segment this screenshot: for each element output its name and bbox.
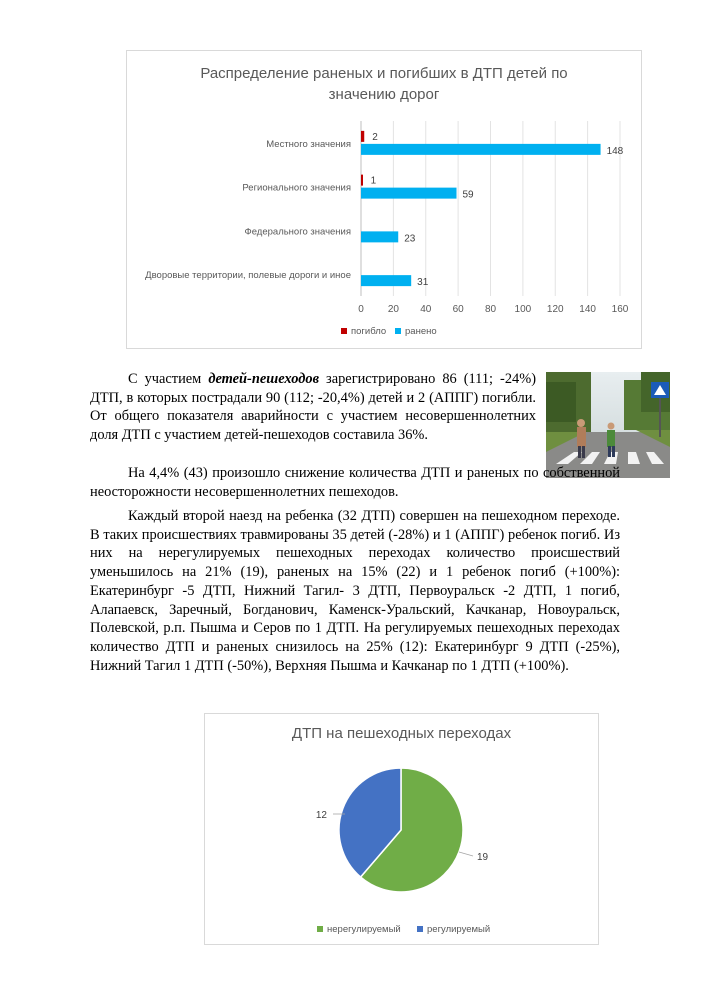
pie-data-label: 19 — [477, 852, 489, 863]
category-label: Регионального значения — [242, 182, 351, 194]
pie-chart — [205, 714, 598, 944]
pie-chart-frame — [204, 713, 599, 945]
x-tick-label: 80 — [484, 304, 497, 315]
bar-injured — [361, 188, 457, 199]
bar-died — [361, 131, 364, 142]
data-label-injured: 59 — [462, 189, 474, 201]
legend-swatch — [417, 926, 423, 932]
bar-chart-title: Распределение раненых и погибших в ДТП детей по значению дорог — [200, 65, 568, 103]
x-tick-label: 60 — [452, 304, 464, 315]
bar-injured — [361, 231, 398, 242]
data-label-injured: 23 — [404, 233, 416, 245]
x-tick-label: 120 — [546, 304, 564, 315]
data-label-died: 1 — [370, 175, 377, 187]
legend-label: нерегулируемый — [327, 924, 401, 935]
legend-swatch — [341, 328, 347, 334]
x-tick-label: 100 — [514, 304, 532, 315]
data-label-died: 2 — [372, 131, 378, 143]
emphasis-children-pedestrians: детей-пешеходов — [208, 371, 320, 387]
paragraph-crossings: Каждый второй наезд на ребенка (32 ДТП) совершен на пешеходном переходе. В таких происшествиях травмированы 35 детей (-28%) и 1 (АППГ) ребенок погиб. Из них на нерегулируемых пешеходных переходах количество происшествий уменьшилось на 21% (19), раненых на 15% (22) и 1 ребенок погиб (+100%): Екатеринбург -5 ДТП, Нижний Тагил- 3 ДТП, Первоуральск -2 ДТП, 1 погиб, Алапаевск, Заречный, Богданович, Каменск-Уральский, Качканар, Новоуральск, Полевской, р.п. Пышма и Серов по 1 ДТП. На регулируемых пешеходных переходах количество ДТП и раненых снизилось на 25% (12): Екатеринбург 9 ДТП (-25%), Нижний Тагил 1 ДТП (-50%), Верхняя Пышма и Качканар по 1 ДТП (+100%). — [90, 508, 620, 674]
paragraph-self-negligence: На 4,4% (43) произошло снижение количества ДТП и раненых по собственной неосторожности несовершеннолетних пешеходов. — [90, 465, 620, 500]
legend-swatch — [317, 926, 323, 932]
category-label: Федерального значения — [244, 226, 351, 238]
legend-swatch — [395, 328, 401, 334]
category-label: Дворовые территории, полевые дороги и иное — [145, 270, 351, 282]
bar-died — [361, 175, 363, 186]
category-label: Местного значения — [266, 138, 351, 150]
bar-chart-frame — [126, 50, 642, 349]
x-tick-label: 40 — [420, 304, 432, 315]
pie-data-label: 12 — [315, 810, 327, 821]
data-label-injured: 148 — [606, 145, 624, 157]
bar-injured — [361, 144, 601, 155]
legend-label: регулируемый — [427, 924, 491, 935]
leader-line — [459, 852, 473, 856]
x-tick-label: 160 — [611, 304, 629, 315]
x-tick-label: 140 — [579, 304, 596, 315]
x-tick-label: 20 — [387, 304, 399, 315]
paragraph-children-pedestrians: С участием детей-пешеходов зарегистрировано 86 (111; -24%) ДТП, в которых пострадали 90 (112; -20,4%) детей и 2 (АППГ) погибли. От общего показателя аварийности с участием несовершеннолетних доля ДТП с участием детей-пешеходов составила 36%. — [90, 371, 536, 444]
legend-label: ранено — [405, 326, 437, 337]
children-crossing-image — [546, 372, 670, 478]
bar-chart — [127, 51, 641, 348]
pie-chart-title: ДТП на пешеходных переходах — [291, 725, 512, 742]
children-crossing-photo — [546, 372, 670, 478]
legend-label: погибло — [351, 326, 387, 337]
bar-injured — [361, 275, 411, 286]
data-label-injured: 31 — [417, 277, 429, 289]
x-tick-label: 0 — [358, 304, 364, 315]
